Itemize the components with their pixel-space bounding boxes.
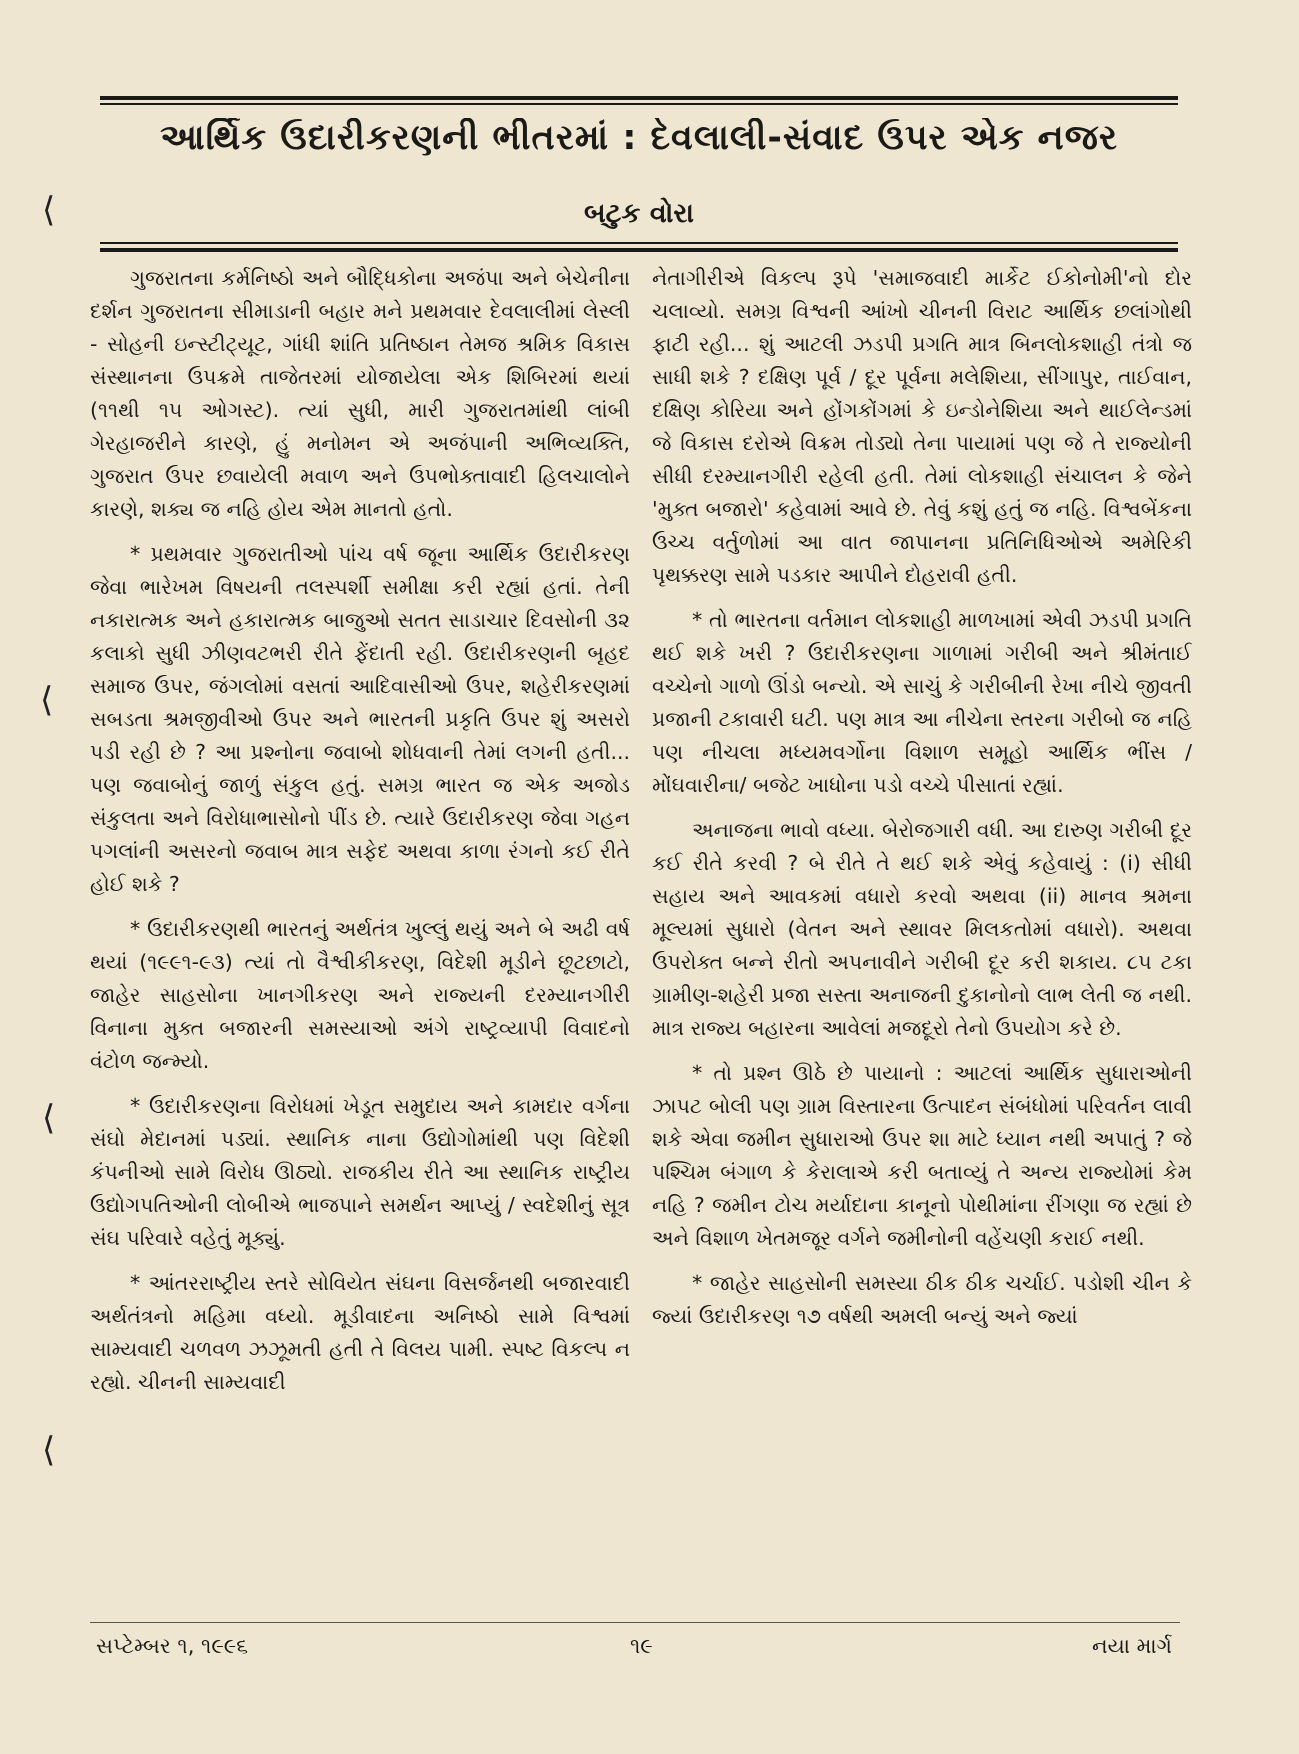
header-rule-bottom-thin — [100, 242, 1178, 244]
header-rule-bottom — [100, 248, 1178, 252]
paragraph: * તો પ્રશ્ન ઊઠે છે પાયાનો : આટલાં આર્થિક સુધારાઓની ઝાપટ બોલી પણ ગ્રામ વિસ્તારના ઉત્પાદન સંબંધોમાં પરિવર્તન લાવી શકે એવા જમીન સુધારાઓ ઉપર શા માટે ધ્યાન નથી અપાતું ? જે પશ્ચિમ બંગાળ કે કેરાલાએ કરી બતાવ્યું તે અન્ય રાજ્યોમાં કેમ નહિ ? જમીન ટોચ મર્યાદાના કાનૂનો પોથીમાંના રીંગણા જ રહ્યાં છે અને વિશાળ ખેતમજૂર વર્ગને જમીનોની વહેંચણી કરાઈ નથી. — [652, 1061, 1192, 1250]
right-column — [652, 262, 1192, 1622]
header-rule-top-thin — [100, 103, 1178, 105]
journal-name: નયા માર્ગ — [1092, 1634, 1172, 1658]
article-title: આર્થિક ઉદારીકરણની ભીતરમાં : દેવલાલી-સંવાદ ઉપર એક નજર — [160, 118, 1118, 158]
paragraph: ગુજરાતના કર્મનિષ્ઠો અને બૌદ્ધિકોના અજંપા અને બેચેનીના દર્શન ગુજરાતના સીમાડાની બહાર મને પ્રથમવાર દેવલાલીમાં લેસ્લી - સોહની ઇન્સ્ટીટ્યૂટ, ગાંધી શાંતિ પ્રતિષ્ઠાન તેમજ શ્રમિક વિકાસ સંસ્થાનના ઉપક્રમે તાજેતરમાં યોજાયેલા એક શિબિરમાં થયાં (૧૧થી ૧૫ ઓગસ્ટ). ત્યાં સુધી, મારી ગુજરાતમાંથી લાંબી ગેરહાજરીને કારણે, હું મનોમન એ અજંપાની અભિવ્યક્તિ, ગુજરાત ઉપર છવાયેલી મવાળ અને ઉપભોક્તાવાદી હિલચાલોને કારણે, શક્ય જ નહિ હોય એમ માનતો હતો. — [90, 266, 630, 521]
margin-tick-mark-icon: ⟨ — [42, 190, 56, 230]
paragraph: * તો ભારતના વર્તમાન લોકશાહી માળખામાં એવી ઝડપી પ્રગતિ થઈ શકે ખરી ? ઉદારીકરણના ગાળામાં ગરીબી અને શ્રીમંતાઈ વચ્ચેનો ગાળો ઊંડો બન્યો. એ સાચું કે ગરીબીની રેખા નીચે જીવતી પ્રજાની ટકાવારી ઘટી. પણ માત્ર આ નીચેના સ્તરના ગરીબો જ નહિ પણ નીચલા મધ્યમવર્ગોના વિશાળ સમૂહો આર્થિક ભીંસ / મોંઘવારીના/ બજેટ ખાધોના પડો વચ્ચે પીસાતાં રહ્યાં. — [652, 608, 1192, 797]
paragraph: * જાહેર સાહસોની સમસ્યા ઠીક ઠીક ચર્ચાઈ. પડોશી ચીન કે જ્યાં ઉદારીકરણ ૧૭ વર્ષથી અમલી બન્યું અને જ્યાં — [652, 1271, 1192, 1328]
footer-date: સપ્ટેમ્બર ૧, ૧૯૯૬ — [96, 1634, 248, 1658]
paragraph: * પ્રથમવાર ગુજરાતીઓ પાંચ વર્ષ જૂના આર્થિક ઉદારીકરણ જેવા ભારેખમ વિષયની તલસ્પર્શી સમીક્ષા કરી રહ્યાં હતાં. તેની નકારાત્મક અને હકારાત્મક બાજુઓ સતત સાડાચાર દિવસોની ૩૨ કલાકો સુધી ઝીણવટભરી રીતે ફેંદાતી રહી. ઉદારીકરણની બૃહદ સમાજ ઉપર, જંગલોમાં વસતાં આદિવાસીઓ ઉપર, શહેરીકરણમાં સબડતા શ્રમજીવીઓ ઉપર અને ભારતની પ્રકૃતિ ઉપર શું અસરો પડી રહી છે ? આ પ્રશ્નોના જવાબો શોધવાની તેમાં લગની હતી... પણ જવાબોનું જાળું સંકુલ હતું. સમગ્ર ભારત જ એક અજોડ સંકુલતા અને વિરોધાભાસોનો પીંડ છે. ત્યારે ઉદારીકરણ જેવા ગહન પગલાંની અસરનો જવાબ માત્ર સફેદ અથવા કાળા રંગનો કઈ રીતે હોઈ શકે ? — [90, 542, 630, 896]
paragraph: અનાજના ભાવો વધ્યા. બેરોજગારી વધી. આ દારુણ ગરીબી દૂર કઈ રીતે કરવી ? બે રીતે તે થઈ શકે એવું કહેવાયું : (i) સીધી સહાય અને આવકમાં વધારો કરવો અથવા (ii) માનવ શ્રમના મૂલ્યમાં સુધારો (વેતન અને સ્થાવર મિલકતોમાં વધારો). અથવા ઉપરોક્ત બન્ને રીતો અપનાવીને ગરીબી દૂર કરી શકાય. ૮૫ ટકા ગ્રામીણ-શહેરી પ્રજા સસ્તા અનાજની દુકાનોનો લાભ લેતી જ નથી. માત્ર રાજ્ય બહારના આવેલાં મજદૂરો તેનો ઉપયોગ કરે છે. — [652, 818, 1192, 1040]
article-author: બટુક વોરા — [583, 198, 694, 229]
paragraph: * આંતરરાષ્ટ્રીય સ્તરે સોવિયેત સંઘના વિસર્જનથી બજારવાદી અર્થતંત્રનો મહિમા વધ્યો. મૂડીવાદના અનિષ્ઠો સામે વિશ્વમાં સામ્યવાદી ચળવળ ઝઝૂમતી હતી તે વિલય પામી. સ્પષ્ટ વિકલ્પ ન રહ્યો. ચીનની સામ્યવાદી — [90, 1271, 630, 1394]
paragraph: * ઉદારીકરણના વિરોધમાં ખેડૂત સમુદાય અને કામદાર વર્ગના સંઘો મેદાનમાં પડ્યાં. સ્થાનિક નાના ઉદ્યોગોમાંથી પણ વિદેશી કંપનીઓ સામે વિરોધ ઊઠ્યો. રાજકીય રીતે આ સ્થાનિક રાષ્ટ્રીય ઉદ્યોગપતિઓની લોબીએ ભાજપાને સમર્થન આપ્યું / સ્વદેશીનું સૂત્ર સંઘ પરિવારે વહેતું મૂક્યું. — [90, 1094, 630, 1250]
margin-tick-mark-icon: ⟨ — [42, 1430, 56, 1470]
header-rule-top — [100, 96, 1178, 100]
paragraph: નેતાગીરીએ વિકલ્પ રૂપે 'સમાજવાદી માર્કેટ ઈકોનોમી'નો દોર ચલાવ્યો. સમગ્ર વિશ્વની આંખો ચીનની વિરાટ આર્થિક છલાંગોથી ફાટી રહી... શું આટલી ઝડપી પ્રગતિ માત્ર બિનલોકશાહી તંત્રો જ સાધી શકે ? દક્ષિણ પૂર્વ / દૂર પૂર્વના મલેશિયા, સીંગાપુર, તાઈવાન, દક્ષિણ કોરિયા અને હોંગકોંગમાં કે ઇન્ડોનેશિયા અને થાઈલેન્ડમાં જે વિકાસ દરોએ વિક્રમ તોડ્યો તેના પાયામાં પણ જે તે રાજ્યોની સીધી દરમ્યાનગીરી રહેલી હતી. તેમાં લોકશાહી સંચાલન કે જેને 'મુક્ત બજારો' કહેવામાં આવે છે. તેવું કશું હતું જ નહિ. વિશ્વબેંકના ઉચ્ચ વર્તુળોમાં આ વાત જાપાનના પ્રતિનિધિઓએ અમેરિકી પૃથક્કરણ સામે પડકાર આપીને દોહરાવી હતી. — [652, 266, 1192, 587]
paragraph: * ઉદારીકરણથી ભારતનું અર્થતંત્ર ખુલ્લું થયું અને બે અઢી વર્ષ થયાં (૧૯૯૧-૯૩) ત્યાં તો વૈશ્વીકીકરણ, વિદેશી મૂડીને છૂટછાટો, જાહેર સાહસોના ખાનગીકરણ અને રાજ્યની દરમ્યાનગીરી વિનાના મુક્ત બજારની સમસ્યાઓ અંગે રાષ્ટ્રવ્યાપી વિવાદનો વંટોળ જન્મ્યો. — [90, 917, 630, 1073]
page-number: ૧૯ — [630, 1634, 653, 1658]
margin-tick-mark-icon: ⟨ — [40, 680, 54, 720]
margin-tick-mark-icon: ⟨ — [42, 1098, 56, 1138]
left-column — [90, 262, 630, 1622]
footer-rule — [90, 1622, 1180, 1623]
